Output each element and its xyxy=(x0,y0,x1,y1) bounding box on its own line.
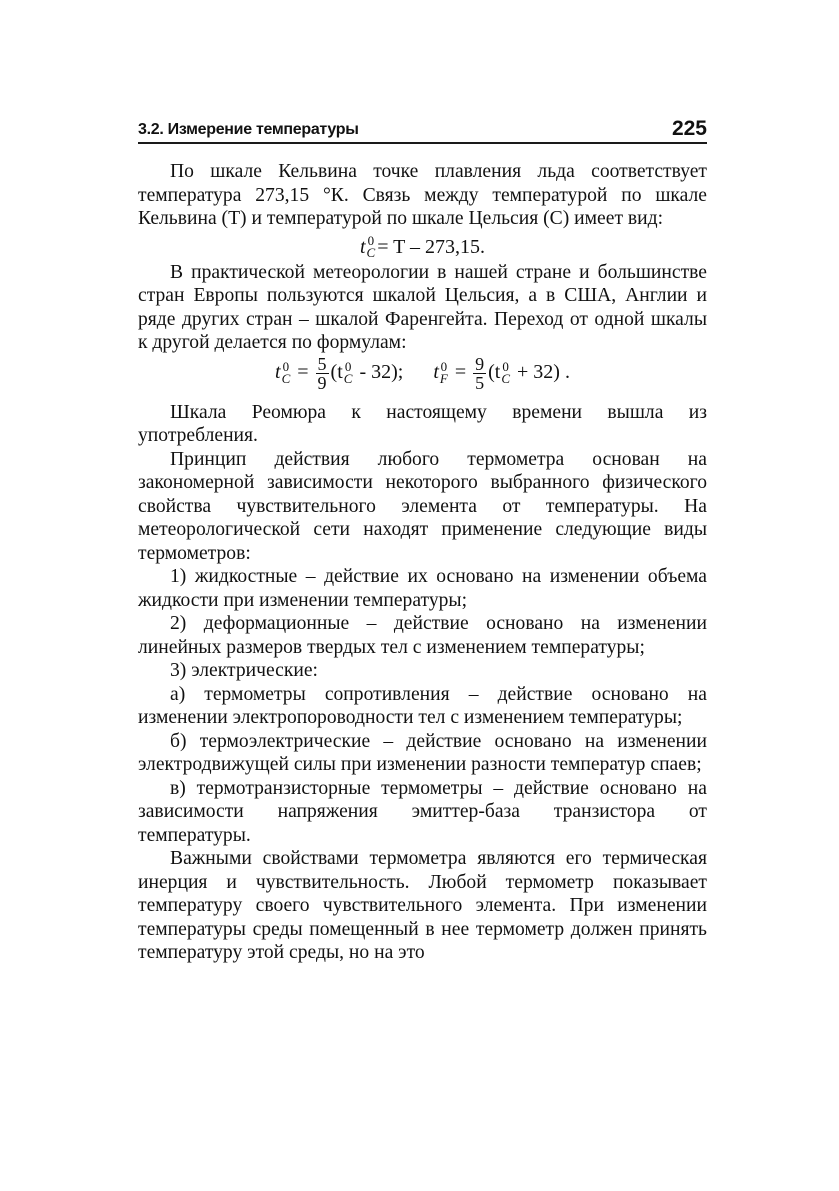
list-item: 1) жидкостные – действие их основано на изменении объема жидкости при изменении температуры; xyxy=(138,566,707,611)
formula-eq: = xyxy=(292,361,314,384)
formula-var: t xyxy=(359,235,366,258)
paragraph-principle: Принцип действия любого термометра основан на закономерной зависимости некоторого выбранного физического свойства чувствительного элемента от температуры. На метеорологической сети находят применение следующие виды термометров: xyxy=(138,448,707,564)
paragraph-kelvin: По шкале Кельвина точке плавления льда соответствует температура 273,15 °К. Связь между температурой по шкале Кельвина (Т) и температурой по шкале Цельсия (С) имеет вид: xyxy=(138,161,707,229)
formula-kelvin-celsius xyxy=(138,231,707,261)
fraction xyxy=(473,355,486,392)
formula-close: - 32); xyxy=(354,361,404,384)
section-title: 3.2. Измерение температуры xyxy=(138,121,359,138)
formula-close: + 32) . xyxy=(512,361,570,384)
formula-open: (t xyxy=(488,361,501,384)
paragraph-reaumur: Шкала Реомюра к настоящему времени вышла из употребления. xyxy=(138,401,707,446)
fraction xyxy=(316,355,329,392)
formula-var: t xyxy=(433,361,439,384)
list-item: 2) деформационные – действие основано на изменении линейных размеров твердых тел с изменением температуры; xyxy=(138,613,707,658)
paragraph-properties: Важными свойствами термометра являются его термическая инерция и чувствительность. Любой термометр показывает температуру своего чувствительного элемента. При изменении температуры среды помещенный в нее термометр должен принять температуру этой среды, но на это xyxy=(138,848,707,963)
formula-conversion xyxy=(138,355,707,401)
formula-eq: = xyxy=(449,361,472,384)
list-item: 3) электрические: xyxy=(170,660,318,681)
formula-sup: 0 xyxy=(440,359,448,374)
formula-sub: C xyxy=(281,371,291,386)
page-body xyxy=(138,160,707,965)
formula-rest: = T – 273,15. xyxy=(377,235,485,258)
formula-sup: 0 xyxy=(502,359,509,374)
fraction-numerator: 9 xyxy=(475,353,485,374)
formula-open: (t xyxy=(330,361,343,384)
list-item: а) термометры сопротивления – действие основано на изменении электропороводности тел с изменением температуры; xyxy=(138,683,707,728)
formula-sup: 0 xyxy=(344,359,352,374)
list-item: б) термоэлектрические – действие основано на изменении электродвижущей силы при изменении разности температур спаев; xyxy=(138,730,707,775)
running-header xyxy=(138,116,707,144)
paragraph-scales: В практической метеорологии в нашей стране и большинстве стран Европы пользуются шкалой Цельсия, а в США, Англии и ряде других стран – шкалой Фаренгейта. Переход от одной шкалы к другой делается по формулам: xyxy=(138,261,707,353)
page-number: 225 xyxy=(671,117,707,140)
formula-sub: C xyxy=(343,371,353,386)
formula-sup: 0 xyxy=(367,232,375,248)
fraction-numerator: 5 xyxy=(317,353,327,374)
fraction-denominator: 5 xyxy=(475,372,485,393)
formula-sup: 0 xyxy=(282,359,290,374)
formula-sub: C xyxy=(501,371,511,386)
fraction-denominator: 9 xyxy=(317,372,327,393)
formula-sub: F xyxy=(439,371,448,386)
formula-var: t xyxy=(275,361,281,384)
formula-sub: C xyxy=(366,244,376,260)
list-item: в) термотранзисторные термометры – действие основано на зависимости напряжения эмиттер-база транзистора от температуры. xyxy=(138,777,707,846)
